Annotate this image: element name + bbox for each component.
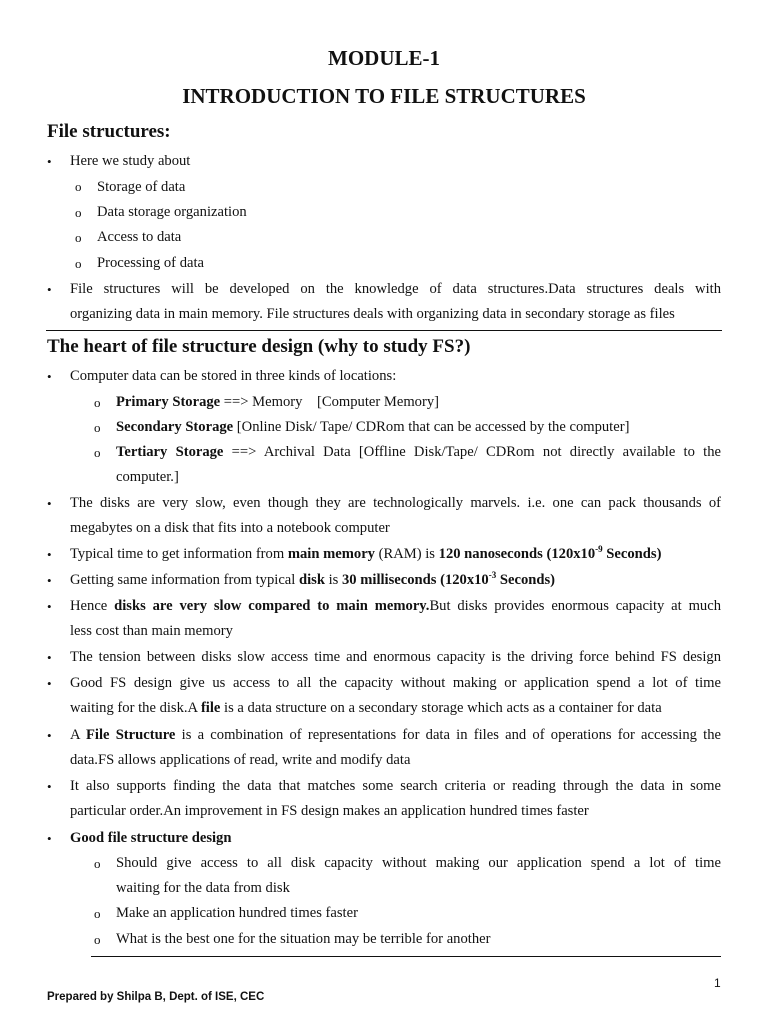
bullet-icon: •: [47, 650, 52, 665]
list-item-line: [70, 726, 721, 744]
text-run: A: [70, 727, 86, 743]
sub-bullet-icon: o: [75, 230, 82, 245]
list-item-line: File structures will be developed on the knowledge of data structures.Data structures deals with: [70, 281, 721, 297]
primary-storage-text: ==> Memory [Computer Memory]: [220, 394, 439, 410]
sub-list-item-tertiary: [116, 443, 721, 461]
bullet-icon: •: [47, 547, 52, 562]
list-item-line: particular order.An improvement in FS design makes an application hundred times faster: [70, 803, 589, 819]
list-item-disk-time: [70, 571, 555, 589]
list-item-line: less cost than main memory: [70, 623, 233, 639]
bullet-icon: •: [47, 154, 52, 169]
sub-bullet-icon: o: [94, 932, 101, 947]
sub-list-item-secondary: [116, 418, 629, 436]
section-heading-file-structures: File structures:: [47, 121, 171, 142]
list-item: Here we study about: [70, 153, 191, 169]
bullet-icon: •: [47, 496, 52, 511]
list-item-line: data.FS allows applications of read, write and modify data: [70, 752, 411, 768]
sub-bullet-icon: o: [75, 256, 82, 271]
footer-divider: [91, 956, 721, 957]
sub-bullet-icon: o: [75, 179, 82, 194]
bullet-icon: •: [47, 779, 52, 794]
exponent: -9: [595, 544, 603, 555]
page-title: INTRODUCTION TO FILE STRUCTURES: [182, 84, 586, 108]
sub-bullet-icon: o: [75, 205, 82, 220]
sub-list-item: Make an application hundred times faster: [116, 905, 358, 921]
sub-list-item-line: waiting for the data from disk: [116, 880, 290, 896]
secondary-storage-label: Secondary Storage: [116, 419, 234, 435]
sub-list-item: Storage of data: [97, 179, 186, 195]
list-item-line: [70, 699, 662, 717]
bullet-icon: •: [47, 728, 52, 743]
text-run-bold: Good file structure design: [70, 830, 232, 846]
text-run-bold: 30 milliseconds (120x10: [341, 572, 489, 588]
text-run: But disks provides enormous capacity at much: [429, 598, 721, 614]
primary-storage-label: Primary Storage: [116, 394, 221, 410]
list-item-line: organizing data in main memory. File structures deals with organizing data in secondary storage as files: [70, 306, 675, 322]
bullet-icon: •: [47, 573, 52, 588]
text-run-bold: main memory: [287, 546, 375, 562]
list-item-line: The disks are very slow, even though they are technologically marvels. i.e. one can pack thousands of: [70, 495, 721, 511]
bullet-icon: •: [47, 676, 52, 691]
text-run-bold: Seconds): [496, 572, 556, 588]
sub-bullet-icon: o: [94, 445, 101, 460]
text-run-bold: disk: [298, 572, 325, 588]
text-run: is: [324, 572, 342, 588]
page-number: 1: [714, 976, 721, 990]
text-run: Getting same information from typical: [70, 572, 299, 588]
list-item-line: It also supports finding the data that matches some search criteria or reading through the data in some: [70, 778, 721, 794]
text-run: Typical time to get information from: [70, 546, 288, 562]
sub-list-item: What is the best one for the situation may be terrible for another: [116, 931, 491, 947]
list-item-line: megabytes on a disk that fits into a notebook computer: [70, 520, 390, 536]
section-heading-heart-of-fs: The heart of file structure design (why to study FS?): [47, 336, 471, 357]
text-run: is a data structure on a secondary storage which acts as a container for data: [220, 700, 662, 716]
divider: [46, 330, 722, 331]
exponent: -3: [488, 570, 497, 581]
sub-list-item-line: computer.]: [116, 469, 179, 485]
text-run-bold: 120 nanoseconds (120x10: [438, 546, 596, 562]
footer-prepared-by: Prepared by Shilpa B, Dept. of ISE, CEC: [47, 991, 265, 1003]
tertiary-storage-text: ==> Archival Data [Offline Disk/Tape/ CDRom not directly available to the: [223, 444, 721, 460]
module-heading: MODULE-1: [328, 46, 440, 70]
bullet-icon: •: [47, 831, 52, 846]
bullet-icon: •: [47, 282, 52, 297]
text-run: (RAM) is: [374, 546, 439, 562]
sub-bullet-icon: o: [94, 420, 101, 435]
list-item: The tension between disks slow access time and enormous capacity is the driving force behind FS design: [70, 649, 721, 665]
text-run-bold: Seconds): [602, 546, 662, 562]
bullet-icon: •: [47, 599, 52, 614]
text-run-bold: file: [200, 700, 221, 716]
list-item-line: Good FS design give us access to all the capacity without making or application spend a lot of time: [70, 675, 721, 691]
sub-list-item: Processing of data: [97, 255, 204, 271]
sub-bullet-icon: o: [94, 856, 101, 871]
bullet-icon: •: [47, 369, 52, 384]
text-run-bold: disks are very slow compared to main memory.: [114, 598, 430, 614]
sub-bullet-icon: o: [94, 395, 101, 410]
list-item-bold: [70, 829, 231, 847]
sub-bullet-icon: o: [94, 906, 101, 921]
text-run-bold: File Structure: [85, 727, 176, 743]
sub-list-item: Data storage organization: [97, 204, 247, 220]
list-item-main-memory-time: [70, 545, 661, 563]
list-item: Computer data can be stored in three kinds of locations:: [70, 368, 397, 384]
tertiary-storage-label: Tertiary Storage: [116, 444, 224, 460]
text-run: is a combination of representations for data in files and of operations for accessing the: [175, 727, 721, 743]
list-item-line: [70, 597, 721, 615]
sub-list-item: Access to data: [97, 229, 182, 245]
text-run: waiting for the disk.A: [70, 700, 201, 716]
text-run: Hence: [70, 598, 115, 614]
sub-list-item-line: Should give access to all disk capacity without making our application spend a lot of time: [116, 855, 721, 871]
secondary-storage-text: [Online Disk/ Tape/ CDRom that can be accessed by the computer]: [233, 419, 630, 435]
sub-list-item-primary: [116, 393, 439, 411]
